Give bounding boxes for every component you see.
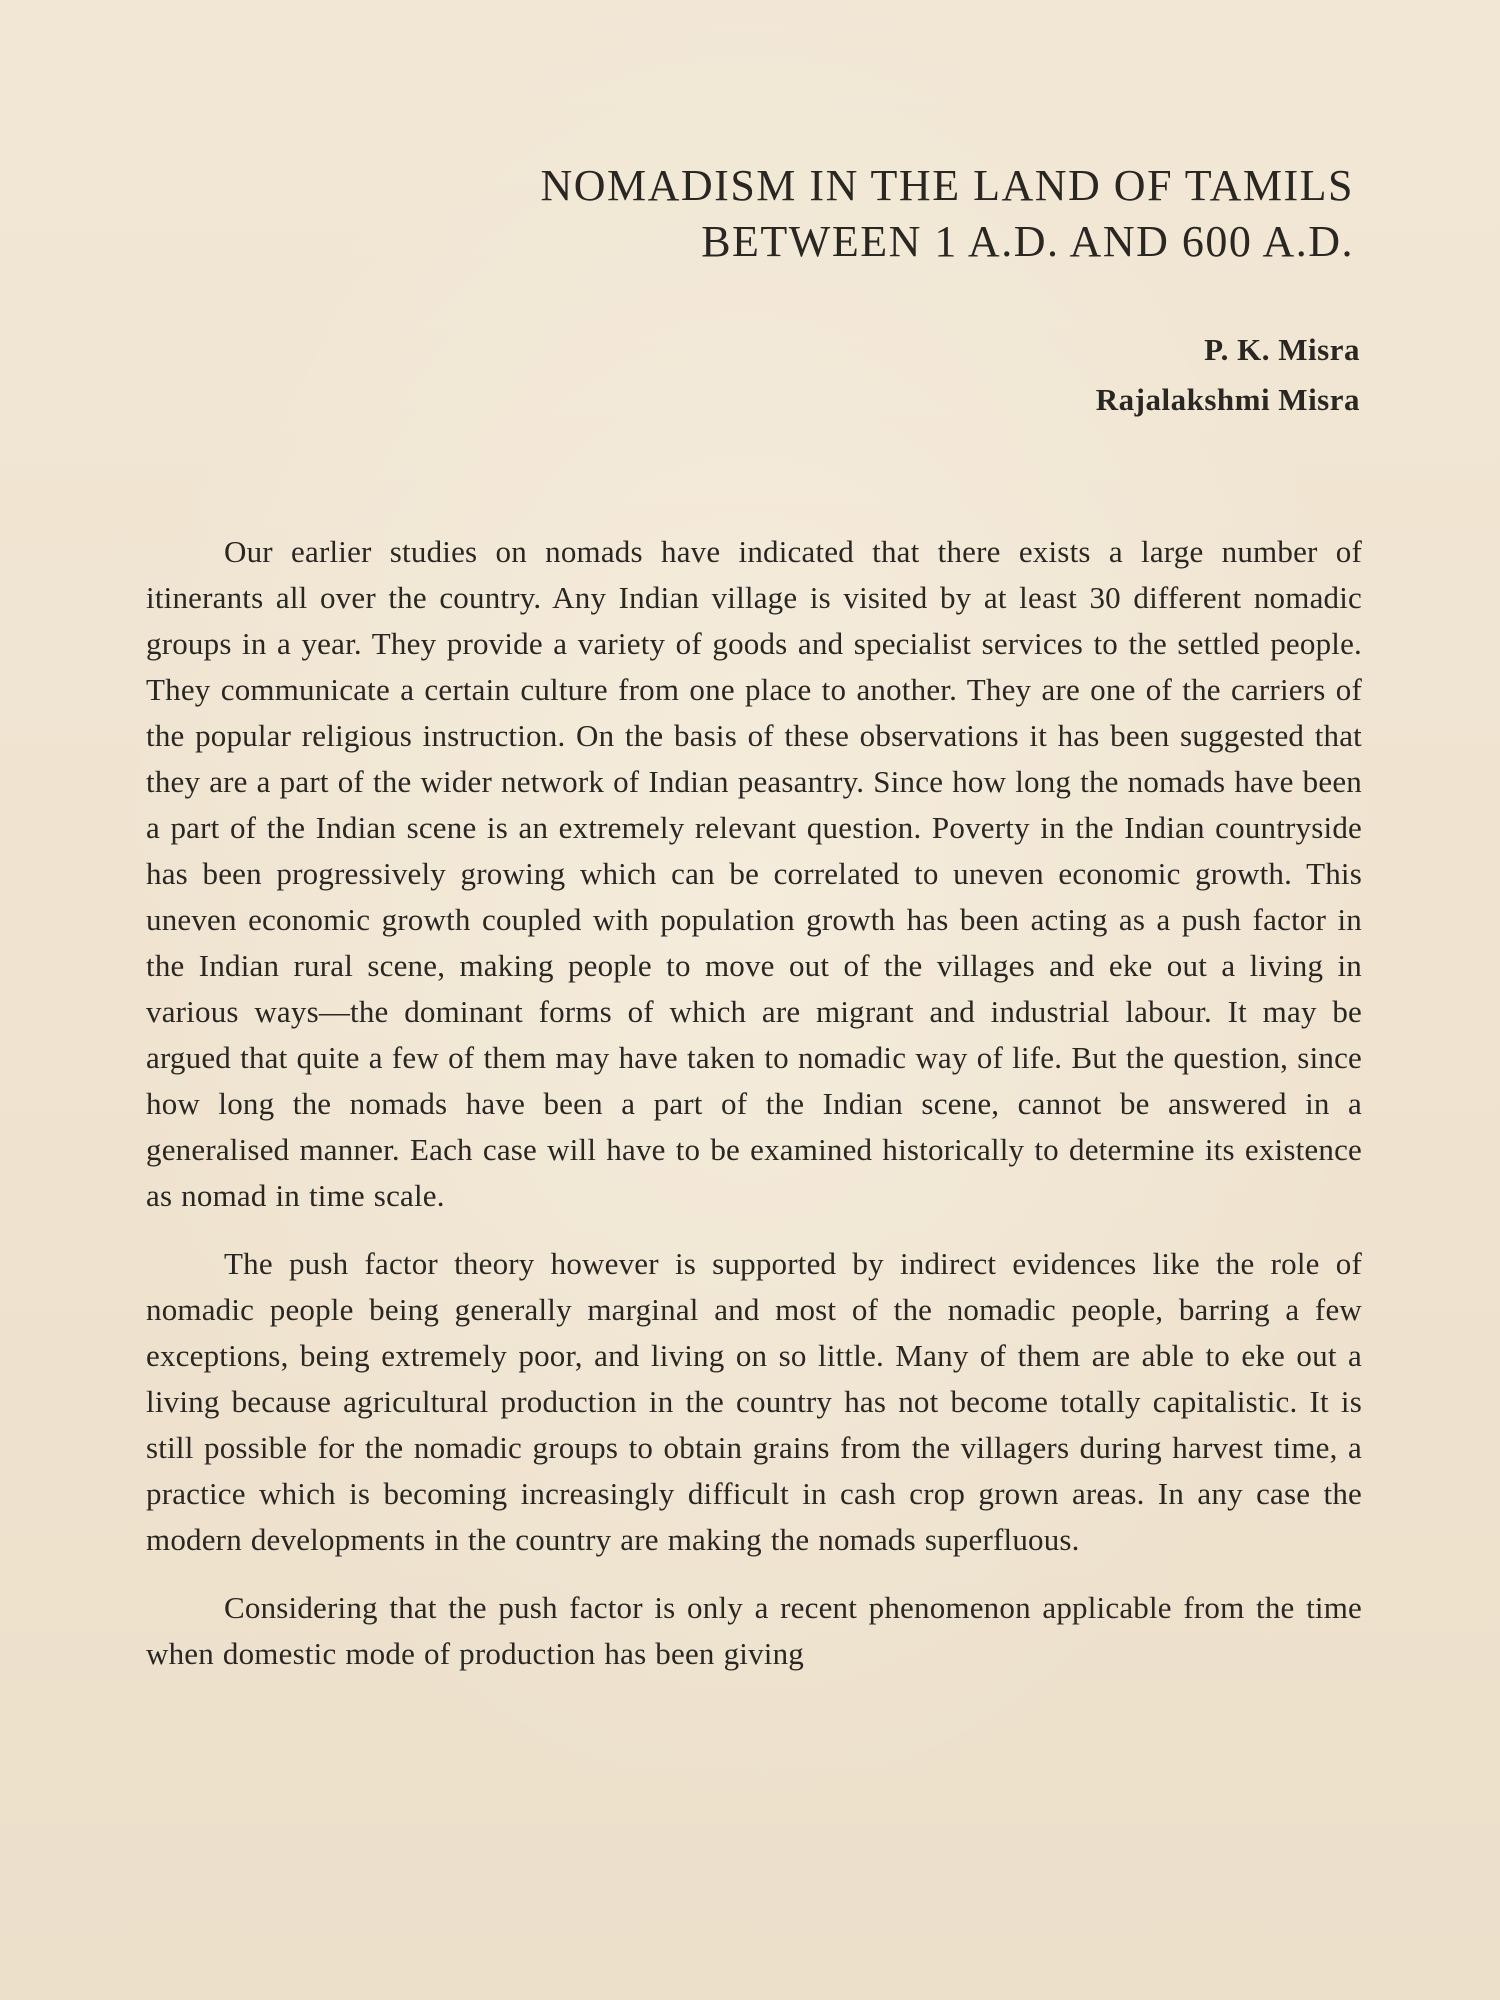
paragraph-2: The push factor theory however is supported by indirect evidences like the role of nomadic people being generally marginal and most of the nomadic people, barring a few exceptions, being extremely poor, and living on so little. Many of them are able to eke out a living because agricultural production in the country has not become totally capitalistic. It is still possible for the nomadic groups to obtain grains from the villagers during harvest time, a practice which is becoming increasingly difficult in cash crop grown areas. In any case the modern developments in the country are making the nomads superfluous. — [146, 1246, 1362, 1557]
author-list — [1096, 325, 1360, 425]
author-name: P. K. Misra — [1204, 332, 1360, 367]
article-title — [540, 158, 1354, 270]
author-name: Rajalakshmi Misra — [1095, 382, 1360, 417]
article-body — [146, 529, 1362, 1677]
paragraph-1: Our earlier studies on nomads have indicated that there exists a large number of itinerants all over the country. Any Indian village is visited by at least 30 different nomadic groups in a year. They provide a variety of goods and specialist services to the settled people. They communicate a certain culture from one place to another. They are one of the carriers of the popular religious instruction. On the basis of these observations it has been suggested that they are a part of the wider network of Indian peasantry. Since how long the nomads have been a part of the Indian scene is an extremely relevant question. Poverty in the Indian countryside has been progressively growing which can be correlated to uneven economic growth. This uneven economic growth coupled with population growth has been acting as a push factor in the Indian rural scene, making people to move out of the villages and eke out a living in various ways—the dominant forms of which are migrant and industrial labour. It may be argued that quite a few of them may have taken to nomadic way of life. But the question, since how long the nomads have been a part of the Indian scene, cannot be answered in a generalised manner. Each case will have to be examined historically to determine its existence as nomad in time scale. — [146, 534, 1362, 1213]
title-line-1: NOMADISM IN THE LAND OF TAMILS — [540, 161, 1354, 210]
title-line-2: BETWEEN 1 A.D. AND 600 A.D. — [701, 217, 1354, 266]
paragraph-3: Considering that the push factor is only a recent phenomenon applicable from the time when domestic mode of production has been giving — [146, 1590, 1362, 1671]
